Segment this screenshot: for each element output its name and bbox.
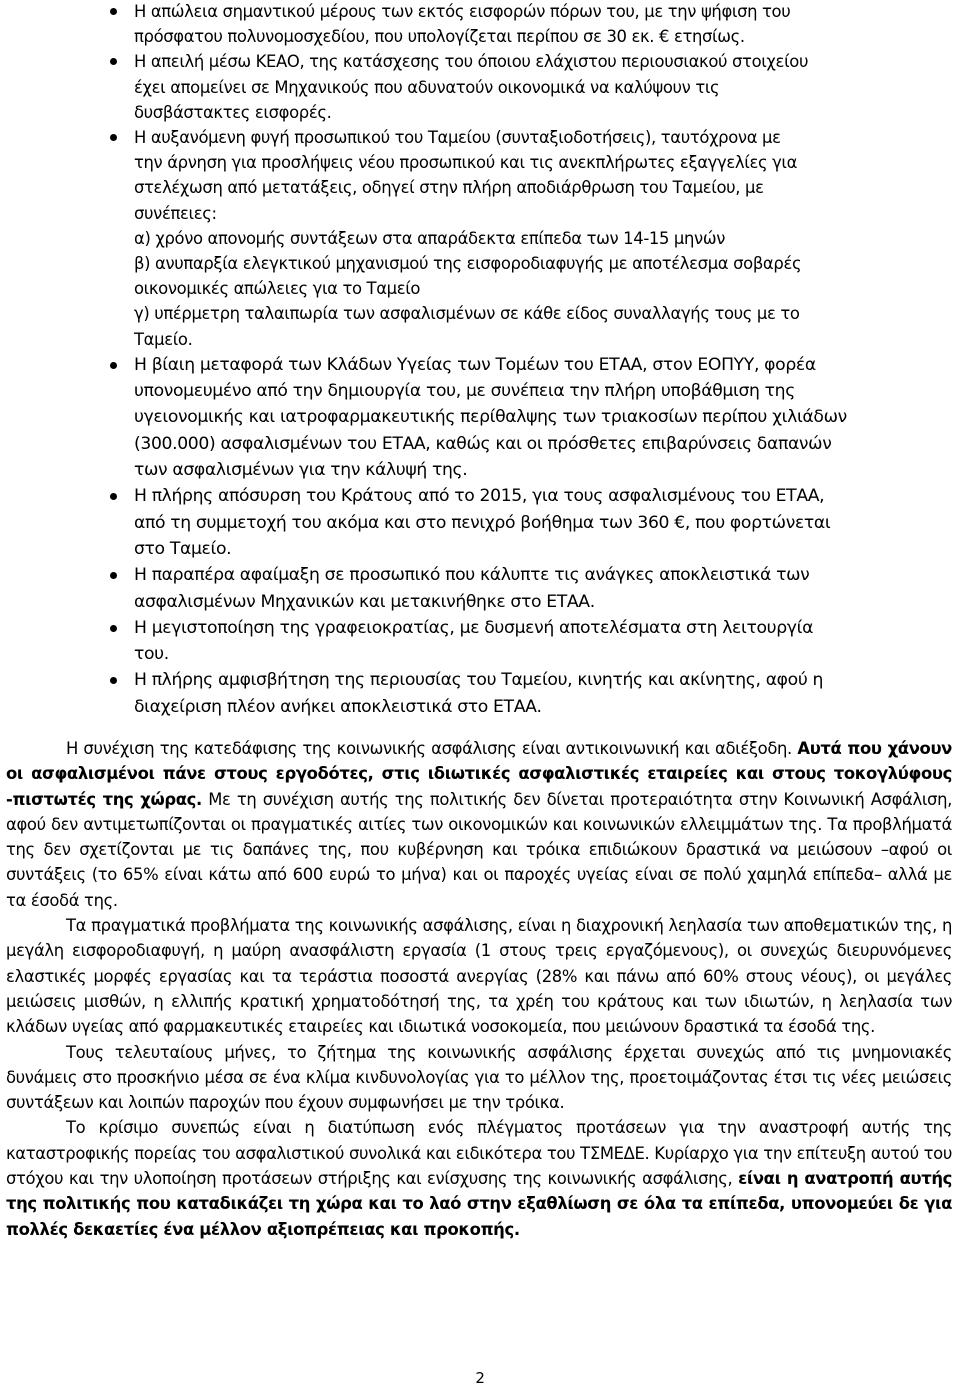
bullet-item bbox=[110, 615, 948, 668]
bullet-item bbox=[110, 125, 948, 352]
bullet-line: του. bbox=[134, 644, 169, 665]
bullet-list bbox=[110, 0, 948, 720]
bullet-item bbox=[110, 0, 948, 49]
bullet-line: υγειονομικής και ιατροφαρμακευτικής περίθαλψης των τριακοσίων περίπου χιλιάδων bbox=[134, 407, 847, 428]
bullet-dot bbox=[110, 677, 117, 684]
bullet-dot bbox=[110, 362, 117, 369]
paragraph bbox=[6, 736, 952, 913]
page-number: 2 bbox=[475, 1369, 485, 1387]
bullet-dot bbox=[110, 134, 117, 141]
bullet-line: διαχείριση πλέον ανήκει αποκλειστικά στο ΕΤΑΑ. bbox=[134, 696, 542, 717]
bullet-item bbox=[110, 49, 948, 125]
bullet-line: των ασφαλισμένων για την κάλυψή της. bbox=[134, 460, 468, 481]
bullet-dot bbox=[110, 8, 117, 15]
bullet-item bbox=[110, 667, 948, 720]
bullet-item bbox=[110, 352, 948, 483]
bullet-line: οικονομικές απώλειες για το Ταμείο bbox=[134, 279, 421, 299]
paragraph: Τους τελευταίους μήνες, το ζήτημα της κοινωνικής ασφάλισης έρχεται συνεχώς από τις μνημονιακές δυνάμεις στο προσκήνιο μέσα σε ένα κλίμα κινδυνολογίας για το μέλλον της, προετοιμάζοντας έτσι τις νέες μειώσεις συντάξεων και λοιπών παροχών που έχουν συμφωνήσει με την τρόικα. bbox=[6, 1042, 952, 1113]
bullet-line: στελέχωση από μετατάξεις, οδηγεί στην πλήρη αποδιάρθρωση του Ταμείου, με bbox=[134, 178, 764, 198]
bullet-line: Η πλήρης αμφισβήτηση της περιουσίας του Ταμείου, κινητής και ακίνητης, αφού η bbox=[134, 670, 824, 691]
bullet-line: γ) υπέρμετρη ταλαιπωρία των ασφαλισμένων σε κάθε είδος συναλλαγής τους με το bbox=[134, 304, 800, 324]
bullet-line: β) ανυπαρξία ελεγκτικού μηχανισμού της εισφοροδιαφυγής με αποτέλεσμα σοβαρές bbox=[134, 254, 802, 274]
bullet-line: ασφαλισμένων Μηχανικών και μετακινήθηκε στο ΕΤΑΑ. bbox=[134, 591, 595, 612]
bullet-line: Η αυξανόμενη φυγή προσωπικού του Ταμείου (συνταξιοδοτήσεις), ταυτόχρονα με bbox=[134, 128, 781, 148]
body-paragraphs bbox=[6, 736, 952, 1242]
bullet-line: α) χρόνο απονομής συντάξεων στα απαράδεκτα επίπεδα των 14-15 μηνών bbox=[134, 228, 726, 248]
bullet-line: Η παραπέρα αφαίμαξη σε προσωπικό που κάλυπτε τις ανάγκες αποκλειστικά των bbox=[134, 565, 810, 586]
paragraph: Τα πραγματικά προβλήματα της κοινωνικής ασφάλισης, είναι η διαχρονική λεηλασία των αποθεματικών της, η μεγάλη εισφοροδιαφυγή, η μαύρη ανασφάλιστη εργασία (1 στους τρεις εργαζόμενους), οι συνεχώς διευρυνόμενες ελαστικές μορφές εργασίας και τα τεράστια ποσοστά ανεργίας (28% και πάνω από 60% στους νέους), οι μεγάλες μειώσεις μισθών, η ελλιπής κρατική χρηματοδότησή της, τα χρέη του κράτους και των ιδιωτών, η λεηλασία των κλάδων υγείας από φαρμακευτικές εταιρείες και ιδιωτικά νοσοκομεία, που μειώνουν δραστικά τα έσοδά της. bbox=[6, 916, 952, 1037]
bullet-line: υπονομευμένο από την δημιουργία του, με συνέπεια την πλήρη υποβάθμιση της bbox=[134, 381, 795, 402]
bullet-dot bbox=[110, 58, 117, 65]
bullet-line: στο Ταμείο. bbox=[134, 538, 232, 559]
paragraph bbox=[6, 1115, 952, 1241]
bullet-line: από τη συμμετοχή του ακόμα και στο πενιχρό βοήθημα των 360 €, που φορτώνεται bbox=[134, 512, 831, 533]
bullet-line: Η μεγιστοποίηση της γραφειοκρατίας, με δυσμενή αποτελέσματα στη λειτουργία bbox=[134, 617, 814, 638]
paragraph-bold-text: είναι η ανατροπή αυτής της πολιτικής που καταδικάζει τη χώρα και το λαό στην εξαθλίωση σε όλα τα επίπεδα, υπονομεύει δε για πολλές δεκαετίες ένα μέλλον αξιοπρέπειας και προκοπής. bbox=[6, 1169, 952, 1239]
bullet-line: Η απώλεια σημαντικού μέρους των εκτός εισφορών πόρων του, με την ψήφιση του bbox=[134, 2, 791, 21]
paragraph-text: Η συνέχιση της κατεδάφισης της κοινωνικής ασφάλισης είναι αντικοινωνική και αδιέξοδη. bbox=[66, 739, 792, 758]
bullet-line: Ταμείο. bbox=[134, 329, 193, 349]
bullet-line: δυσβάστακτες εισφορές. bbox=[134, 102, 332, 122]
bullet-line: Η πλήρης απόσυρση του Κράτους από το 2015, για τους ασφαλισμένους του ΕΤΑΑ, bbox=[134, 486, 825, 507]
bullet-item bbox=[110, 562, 948, 615]
bullet-line: Η βίαιη μεταφορά των Κλάδων Υγείας των Τομέων του ΕΤΑΑ, στον ΕΟΠΥΥ, φορέα bbox=[134, 354, 816, 375]
bullet-line: (300.000) ασφαλισμένων του ΕΤΑΑ, καθώς και οι πρόσθετες επιβαρύνσεις δαπανών bbox=[134, 433, 832, 454]
bullet-line: Η απειλή μέσω ΚΕΑΟ, της κατάσχεσης του όποιου ελάχιστου περιουσιακού στοιχείου bbox=[134, 52, 809, 72]
bullet-line: συνέπειες: bbox=[134, 203, 217, 223]
bullet-line: την άρνηση για προσλήψεις νέου προσωπικού και τις ανεκπλήρωτες εξαγγελίες για bbox=[134, 153, 798, 173]
paragraph-bold-text: Αυτά που χάνουν οι ασφαλισμένοι πάνε στους εργοδότες, στις ιδιωτικές ασφαλιστικές εταιρείες και στους τοκογλύφους -πιστωτές της χώρας. bbox=[6, 739, 952, 809]
bullet-item bbox=[110, 483, 948, 562]
bullet-dot bbox=[110, 625, 117, 632]
bullet-dot bbox=[110, 493, 117, 500]
paragraph-text: Με τη συνέχιση αυτής της πολιτικής δεν δίνεται προτεραιότητα στην Κοινωνική Ασφάλιση, αφού δεν αντιμετωπίζονται οι πραγματικές αιτίες των οικονομικών και κοινωνικών ελλειμμάτων της. Τα προβλήματά της δεν σχετίζονται με τις δαπάνες της, που κυβέρνηση και τρόικα επιδιώκουν δραστικά να μειώσουν –αφού οι συντάξεις (το 65% είναι κάτω από 600 ευρώ το μήνα) και οι παροχές υγείας είναι σε πολύ χαμηλά επίπεδα– αλλά με τα έσοδά της. bbox=[6, 789, 952, 910]
paragraph-text: Το κρίσιμο συνεπώς είναι η διατύπωση ενός πλέγματος προτάσεων για την αναστροφή αυτής της καταστροφικής πορείας του ασφαλιστικού συνολικά και ειδικότερα του ΤΣΜΕΔΕ. Κυρίαρχο για την επίτευξη αυτού του στόχου και την υλοποίηση προτάσεων στήριξης και ενίσχυσης της κοινωνικής ασφάλισης, bbox=[6, 1118, 952, 1189]
bullet-line: έχει απομείνει σε Μηχανικούς που αδυνατούν οικονομικά να καλύψουν τις bbox=[134, 77, 720, 97]
bullet-line: πρόσφατου πολυνομοσχεδίου, που υπολογίζεται περίπου σε 30 εκ. € ετησίως. bbox=[134, 27, 745, 47]
bullet-dot bbox=[110, 572, 117, 579]
